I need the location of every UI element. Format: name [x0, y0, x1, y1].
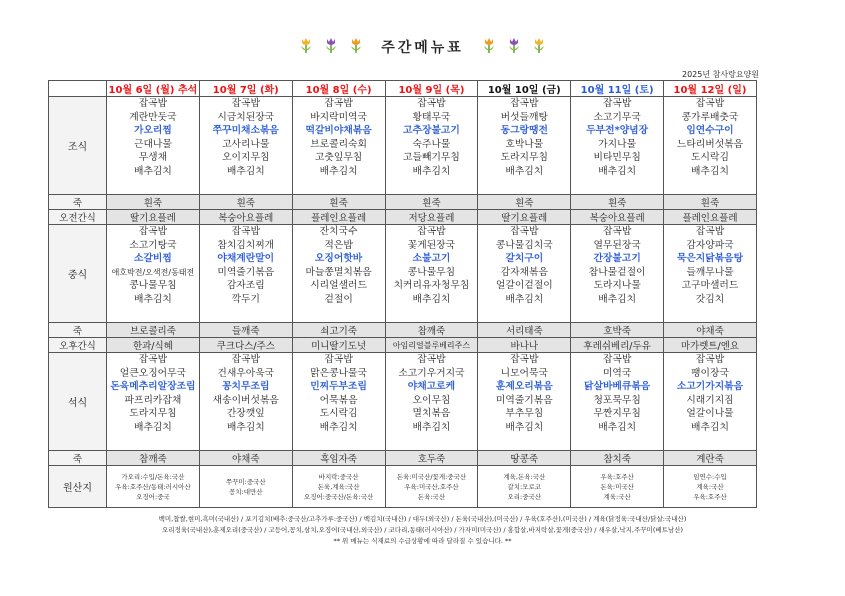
menu-item: 잡곡밥: [417, 98, 446, 109]
menu-item: 얼갈이나물: [686, 408, 734, 420]
menu-item: 미역줄기볶음: [495, 394, 553, 406]
menu-item: 적은밥: [324, 239, 353, 251]
meal-cell: [571, 97, 664, 195]
band-cell: 들깨죽: [199, 323, 292, 338]
menu-item: 배추김치: [319, 165, 358, 177]
band-row-afternoon_snack: [49, 338, 757, 353]
origin-line: 우육:호주산: [600, 472, 634, 481]
menu-item: 버섯들깨탕: [500, 111, 548, 123]
band-cell: 아임리얼블루베리주스: [385, 338, 478, 353]
origin-line: 계육:국산: [603, 492, 631, 501]
origin-cell: [478, 466, 571, 508]
menu-item: 소고기우거지국: [398, 367, 465, 379]
menu-item: 잡곡밥: [510, 226, 539, 237]
menu-item: 배추김치: [598, 293, 637, 305]
menu-item: 배추김치: [133, 293, 172, 305]
menu-item: 감자양파국: [686, 239, 734, 251]
band-cell: 복숭아요플레: [571, 210, 664, 225]
origin-line: 꽁치:대만산: [228, 487, 263, 496]
menu-item: 갓김치: [695, 293, 725, 305]
menu-item: 치커리유자청무침: [393, 280, 470, 292]
menu-item: 고구마샐러드: [681, 280, 739, 292]
menu-item: 배추김치: [226, 165, 265, 177]
menu-item: 야채계란말이: [217, 253, 275, 265]
band-cell: 야채죽: [664, 323, 757, 338]
menu-item: 도라지나물: [593, 280, 641, 292]
menu-item: 마늘쫑멸치볶음: [305, 266, 372, 278]
origin-line: 돈육:미국산/꽃게:중국산: [396, 472, 467, 481]
menu-item: 간장불고기: [593, 253, 641, 265]
band-cell: 호두죽: [385, 451, 478, 466]
menu-item: 어묵볶음: [319, 394, 358, 406]
band-cell: 흰죽: [664, 195, 757, 210]
menu-item: 멸치볶음: [412, 408, 451, 420]
band-cell: 야채죽: [199, 451, 292, 466]
menu-item: 파프리카잡채: [124, 394, 182, 406]
origin-cell: [664, 466, 757, 508]
menu-item: 참치김치찌개: [217, 239, 275, 251]
menu-item: 잡곡밥: [602, 226, 632, 237]
origin-line: 바지락:중국산: [318, 472, 359, 481]
origin-cell: [385, 466, 478, 508]
meal-row-breakfast: [49, 97, 757, 195]
menu-item: 꽃게된장국: [407, 239, 456, 251]
menu-item: 근대나물: [133, 138, 172, 150]
menu-item: 배추김치: [505, 165, 544, 177]
menu-item: 훈제오리볶음: [495, 381, 553, 393]
menu-item: 묵은지닭볶음탕: [676, 253, 744, 265]
menu-item: 닭살바베큐볶음: [584, 381, 651, 393]
day-header: 10월 11일 (토): [571, 81, 664, 97]
menu-item: 가지나물: [598, 138, 637, 150]
menu-item: 황태무국: [412, 111, 451, 123]
band-label: 죽: [49, 195, 107, 210]
menu-item: 가오리찜: [133, 125, 172, 137]
meal-cell: [385, 225, 478, 323]
band-cell: 계란죽: [664, 451, 757, 466]
menu-item: 돈육메추리알장조림: [110, 381, 196, 393]
origin-line: 오징어:중국산/돈육:국산: [303, 492, 374, 501]
tulip-yellow-icon: [532, 37, 546, 57]
band-cell: 플레인요플레: [664, 210, 757, 225]
band-cell: 쇠고기죽: [292, 323, 385, 338]
meal-cell: [199, 225, 292, 323]
menu-item: 호박나물: [505, 138, 544, 150]
menu-item: 도라지무침: [500, 152, 548, 164]
notes-line: 백미,찹쌀,현미,흑미(국내산) / 포기김치(배추:중국산/고추가루:중국산) / 백김치(국내산) / 대두(외국산) / 돈육(국내산),(미국산) / 우육(호주산),(미국산) / 계육(닭정육:국내산/닭살:국내산): [158, 515, 687, 523]
origin-line: 우육:호주산/동태:러시아산: [115, 482, 191, 491]
menu-item: 콩나물김치국: [495, 239, 553, 251]
menu-item: 팽이장국: [691, 367, 729, 379]
meal-cell: [478, 97, 571, 195]
menu-item: 열무된장국: [593, 239, 641, 251]
meal-cell: [199, 97, 292, 195]
band-label: 오후간식: [49, 338, 107, 353]
origin-row: [49, 466, 757, 508]
menu-item: 콩가루배춧국: [681, 111, 739, 123]
weekly-menu-table: [48, 80, 757, 508]
menu-item: 야채고로케: [407, 381, 456, 393]
meal-row-lunch: [49, 225, 757, 323]
menu-item: 도시락김: [319, 408, 358, 420]
origin-notes: [48, 514, 797, 547]
menu-item: 건새우아욱국: [217, 367, 275, 379]
meal-cell: [478, 353, 571, 451]
menu-item: 바지락미역국: [310, 111, 367, 123]
menu-item: 두부전*양념장: [586, 125, 649, 137]
band-cell: 저당요플레: [385, 210, 478, 225]
menu-item: 배추김치: [226, 421, 265, 433]
menu-item: 느타리버섯볶음: [676, 138, 744, 150]
band-cell: 흰죽: [292, 195, 385, 210]
band-label: 죽: [49, 451, 107, 466]
day-header-row: [49, 81, 757, 97]
meal-label: 석식: [49, 353, 107, 451]
menu-item: 민찌두부조림: [310, 381, 367, 393]
menu-item: 잡곡밥: [510, 98, 539, 109]
menu-item: 잡곡밥: [695, 354, 725, 365]
menu-item: 배추김치: [691, 421, 729, 433]
meal-cell: [107, 97, 200, 195]
day-header: 10월 8일 (수): [292, 81, 385, 97]
meal-cell: [664, 97, 757, 195]
band-cell: 참깨죽: [107, 451, 200, 466]
band-cell: 브로콜리죽: [107, 323, 200, 338]
origin-line: 우육:호주산: [693, 492, 727, 501]
band-cell: 흑임자죽: [292, 451, 385, 466]
day-header: 10월 12일 (일): [664, 81, 757, 97]
day-header: 10월 6일 (월) 추석: [107, 81, 200, 97]
origin-cell: [107, 466, 200, 508]
notes-line: 오리정육(국내산),훈제오리(중국산) / 고등어,꽁치,삼치,오징어(국내산,외국산) / 코다리,동태(러시아산) / 가자미(미국산) / 홍합살,바지락살,꽃게(중국산) / 새우살,낙지,주꾸미(베트남산): [161, 526, 684, 534]
menu-item: 배추김치: [412, 165, 451, 177]
day-header: 10월 9일 (목): [385, 81, 478, 97]
menu-item: 얼큰오징어무국: [119, 367, 187, 379]
organization-label: 2025년 참사랑요양원: [682, 70, 759, 79]
menu-item: 배추김치: [412, 421, 451, 433]
menu-item: 배추김치: [412, 293, 451, 305]
band-label: 오전간식: [49, 210, 107, 225]
tulip-purple-icon: [507, 37, 521, 57]
menu-item: 잡곡밥: [138, 354, 168, 365]
menu-item: 오이지무침: [222, 152, 270, 164]
band-row-breakfast_porridge: [49, 195, 757, 210]
band-cell: 참치죽: [571, 451, 664, 466]
menu-item: 참나물겉절이: [588, 266, 646, 278]
menu-item: 니모어묵국: [500, 367, 548, 379]
menu-item: 떡갈비야채볶음: [305, 125, 372, 137]
band-cell: 흰죽: [385, 195, 478, 210]
menu-item: 소고기탕국: [129, 239, 177, 251]
menu-item: 미역줄기볶음: [217, 266, 275, 278]
band-cell: 후레쉬베리/두유: [571, 338, 664, 353]
origin-line: 갈치:모로코: [507, 482, 542, 491]
menu-item: 배추김치: [133, 421, 172, 433]
menu-item: 잡곡밥: [602, 354, 632, 365]
menu-item: 시리얼샐러드: [310, 280, 367, 292]
band-cell: 참깨죽: [385, 323, 478, 338]
menu-item: 배추김치: [505, 293, 544, 305]
day-header: 10월 10일 (금): [478, 81, 571, 97]
band-cell: 흰죽: [571, 195, 664, 210]
menu-item: 시금치된장국: [217, 111, 275, 123]
menu-item: 잡곡밥: [138, 98, 168, 109]
menu-item: 브로콜리숙회: [310, 138, 367, 150]
origin-line: 임연수:수입: [693, 472, 727, 481]
band-cell: 쿠크다스/주스: [199, 338, 292, 353]
meal-cell: [385, 353, 478, 451]
menu-item: 배추김치: [598, 421, 637, 433]
menu-item: 배추김치: [319, 421, 358, 433]
menu-item: 꽁치무조림: [222, 381, 270, 393]
origin-line: 돈육:미국산: [600, 482, 634, 491]
menu-item: 배추김치: [691, 165, 729, 177]
menu-item: 청포묵무침: [593, 394, 641, 406]
menu-item: 콩나물무침: [129, 280, 177, 292]
menu-item: 간장깻잎: [226, 408, 265, 420]
band-cell: 플레인요플레: [292, 210, 385, 225]
origin-line: 가오리:수입/돈육:국산: [121, 472, 185, 481]
origin-line: 오징어:중국: [136, 492, 170, 501]
menu-item: 잡곡밥: [231, 226, 260, 237]
band-cell: 딸기요플레: [478, 210, 571, 225]
band-cell: 딸기요플레: [107, 210, 200, 225]
menu-item: 갈치구이: [505, 253, 544, 265]
menu-item: 잔치국수: [319, 226, 358, 237]
band-row-lunch_porridge: [49, 323, 757, 338]
band-cell: 흰죽: [199, 195, 292, 210]
menu-item: 잡곡밥: [138, 226, 168, 237]
menu-item: 잡곡밥: [231, 354, 260, 365]
menu-item: 소고기무국: [593, 111, 641, 123]
menu-item: 얼갈이겉절이: [495, 280, 553, 292]
menu-item: 동그랑땡전: [500, 125, 548, 137]
meal-label: 조식: [49, 97, 107, 195]
band-cell: 서리태죽: [478, 323, 571, 338]
menu-item: 도시락김: [691, 152, 729, 164]
meal-cell: [292, 353, 385, 451]
band-cell: 미니딸기도넛: [292, 338, 385, 353]
notes-disclaimer: ** 위 메뉴는 식재료의 수급상황에 따라 달라질 수 있습니다. **: [333, 537, 512, 545]
band-label: 죽: [49, 323, 107, 338]
menu-item: 잡곡밥: [231, 98, 260, 109]
band-cell: 흰죽: [478, 195, 571, 210]
band-cell: 한과/식혜: [107, 338, 200, 353]
menu-item: 비타민무침: [593, 152, 641, 164]
meal-cell: [571, 225, 664, 323]
menu-item: 감자채볶음: [500, 266, 548, 278]
menu-item: 소불고기: [412, 253, 451, 265]
meal-cell: [292, 97, 385, 195]
menu-item: 미역국: [602, 367, 632, 379]
band-row-dinner_porridge: [49, 451, 757, 466]
menu-item: 잡곡밥: [510, 354, 539, 365]
menu-item: 잡곡밥: [602, 98, 632, 109]
menu-item: 오이무침: [412, 394, 451, 406]
menu-item: 배추김치: [505, 421, 544, 433]
menu-item: 무생채: [138, 152, 168, 164]
band-cell: 흰죽: [107, 195, 200, 210]
menu-item: 고사리나물: [222, 138, 270, 150]
origin-cell: [571, 466, 664, 508]
origin-line: 오리:중국산: [507, 492, 542, 501]
meal-label: 중식: [49, 225, 107, 323]
menu-item: 맑은콩나물국: [310, 367, 367, 379]
corner-cell: [49, 81, 107, 97]
meal-cell: [292, 225, 385, 323]
origin-line: 계육:국산: [696, 482, 724, 491]
menu-item: 새송이버섯볶음: [212, 394, 279, 406]
menu-item: 잡곡밥: [324, 98, 353, 109]
menu-item: 임연수구이: [686, 125, 734, 137]
menu-item: 배추김치: [133, 165, 172, 177]
meal-row-dinner: [49, 353, 757, 451]
origin-line: 돈육:국산: [417, 492, 446, 501]
menu-item: 부추무침: [505, 408, 544, 420]
menu-item: 잡곡밥: [324, 354, 353, 365]
band-cell: 호박죽: [571, 323, 664, 338]
menu-item: 고춧잎무침: [314, 152, 363, 164]
menu-item: 소갈비찜: [133, 253, 172, 265]
menu-item: 들깨무나물: [686, 266, 734, 278]
menu-item: 시래기지짐: [686, 394, 734, 406]
origin-line: 돈육,계육:국산: [317, 482, 360, 491]
menu-item: 콩나물무침: [407, 266, 456, 278]
tulip-orange-icon: [482, 37, 496, 57]
origin-label: 원산지: [49, 466, 107, 508]
menu-item: 잡곡밥: [417, 226, 446, 237]
menu-item: 잡곡밥: [695, 98, 725, 109]
menu-item: 깍두기: [231, 293, 260, 305]
menu-item: 겉절이: [324, 293, 353, 305]
menu-item: 잡곡밥: [417, 354, 446, 365]
menu-item: 배추김치: [598, 165, 637, 177]
menu-item: 고들빼기무침: [403, 152, 460, 164]
origin-line: 쭈꾸미:중국산: [225, 477, 266, 486]
meal-cell: [107, 353, 200, 451]
title-row: [0, 36, 845, 60]
menu-item: 소고기가지볶음: [676, 381, 744, 393]
meal-cell: [199, 353, 292, 451]
meal-cell: [478, 225, 571, 323]
origin-line: 계육,돈육:국산: [503, 472, 546, 481]
menu-item: 오징어핫바: [314, 253, 363, 265]
menu-item: 잡곡밥: [695, 226, 725, 237]
menu-item: 고추장불고기: [403, 125, 460, 137]
meal-cell: [107, 225, 200, 323]
meal-cell: [664, 225, 757, 323]
meal-cell: [385, 97, 478, 195]
band-cell: 복숭아요플레: [199, 210, 292, 225]
band-row-morning_snack: [49, 210, 757, 225]
meal-cell: [571, 353, 664, 451]
band-cell: 바나나: [478, 338, 571, 353]
day-header: 10월 7일 (화): [199, 81, 292, 97]
tulip-purple-icon: [324, 37, 338, 57]
meal-cell: [664, 353, 757, 451]
tulip-yellow-icon: [299, 37, 313, 57]
menu-item: 쭈꾸미채소볶음: [212, 125, 279, 137]
origin-line: 우육:미국산,호주산: [404, 482, 459, 491]
menu-item: 숙주나물: [412, 138, 451, 150]
menu-item: 도라지무침: [129, 408, 177, 420]
band-cell: 땅콩죽: [478, 451, 571, 466]
origin-cell: [292, 466, 385, 508]
menu-item: 무짠지무침: [593, 408, 641, 420]
band-cell: 마가렛트/엔요: [664, 338, 757, 353]
menu-item: 애호박전/오색전/동태전: [111, 267, 195, 277]
menu-item: 감자조림: [226, 280, 265, 292]
page-title: 주간메뉴표: [381, 39, 464, 56]
tulip-orange-icon: [349, 37, 363, 57]
origin-cell: [199, 466, 292, 508]
menu-item: 계란만둣국: [129, 111, 177, 123]
